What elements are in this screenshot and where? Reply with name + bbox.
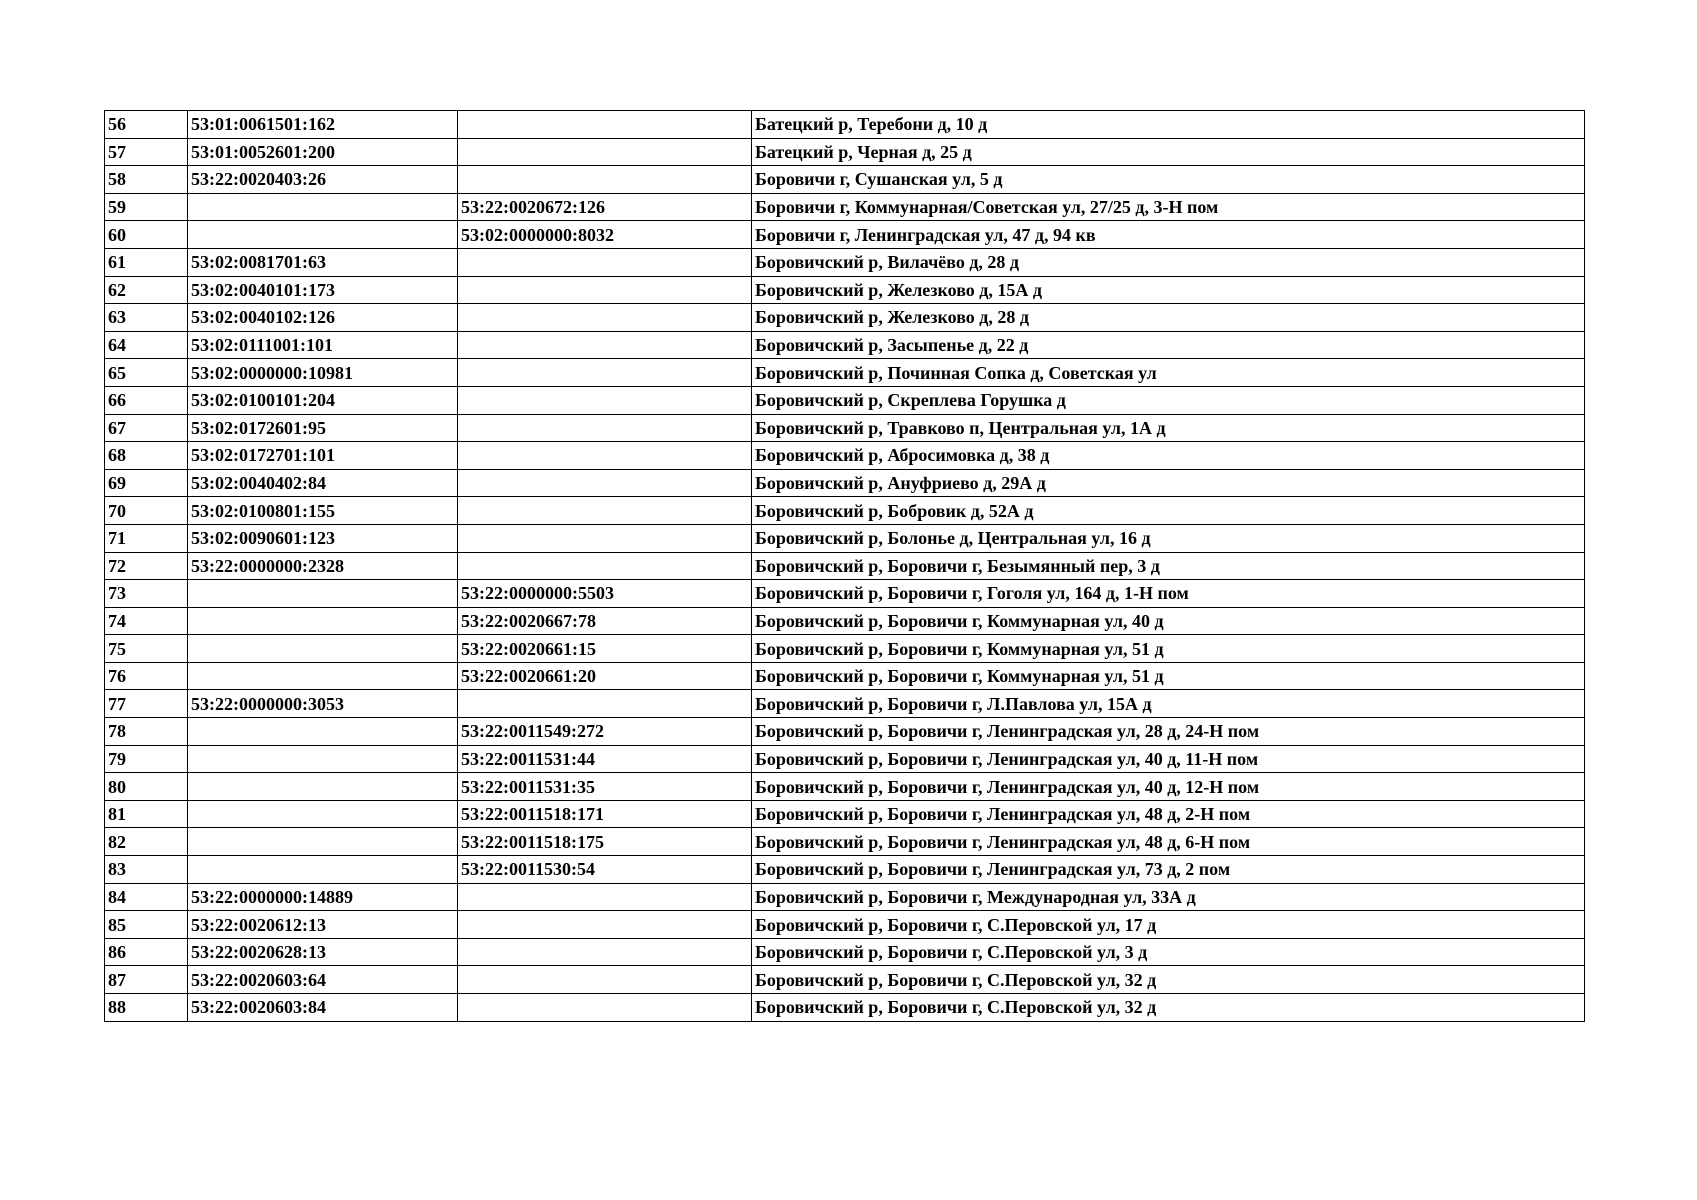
land-cadastral-number-cell: 53:02:0081701:63 (188, 248, 458, 276)
table-row (105, 221, 1585, 249)
row-number-cell: 71 (105, 524, 188, 552)
row-number-cell: 62 (105, 276, 188, 304)
row-number-cell: 87 (105, 966, 188, 994)
address-cell: Боровичи г, Сушанская ул, 5 д (752, 166, 1585, 194)
land-cadastral-number-cell: 53:02:0172701:101 (188, 442, 458, 470)
table-row (105, 414, 1585, 442)
object-cadastral-number-cell: 53:22:0011549:272 (458, 718, 752, 746)
object-cadastral-number-cell (458, 497, 752, 525)
land-cadastral-number-cell: 53:22:0020603:64 (188, 966, 458, 994)
table-row (105, 911, 1585, 939)
address-cell: Боровичский р, Боровичи г, Ленинградская ул, 48 д, 2-Н пом (752, 800, 1585, 828)
table-row (105, 138, 1585, 166)
land-cadastral-number-cell (188, 635, 458, 663)
land-cadastral-number-cell: 53:22:0000000:14889 (188, 883, 458, 911)
address-cell: Боровичский р, Боровичи г, Гоголя ул, 164 д, 1-Н пом (752, 580, 1585, 608)
table-row (105, 469, 1585, 497)
table-row (105, 690, 1585, 718)
object-cadastral-number-cell (458, 911, 752, 939)
address-cell: Боровичский р, Железково д, 28 д (752, 304, 1585, 332)
table-row (105, 193, 1585, 221)
address-cell: Боровичи г, Коммунарная/Советская ул, 27/25 д, 3-Н пом (752, 193, 1585, 221)
table-row (105, 994, 1585, 1022)
address-cell: Боровичский р, Боровичи г, Международная ул, 33А д (752, 883, 1585, 911)
land-cadastral-number-cell: 53:22:0020403:26 (188, 166, 458, 194)
row-number-cell: 75 (105, 635, 188, 663)
table-row (105, 359, 1585, 387)
object-cadastral-number-cell: 53:22:0011531:35 (458, 773, 752, 801)
object-cadastral-number-cell: 53:22:0020672:126 (458, 193, 752, 221)
row-number-cell: 84 (105, 883, 188, 911)
table-row (105, 662, 1585, 690)
address-cell: Боровичский р, Засыпенье д, 22 д (752, 331, 1585, 359)
land-cadastral-number-cell: 53:22:0000000:2328 (188, 552, 458, 580)
address-cell: Боровичский р, Ануфриево д, 29А д (752, 469, 1585, 497)
land-cadastral-number-cell (188, 221, 458, 249)
row-number-cell: 88 (105, 994, 188, 1022)
land-cadastral-number-cell: 53:22:0020612:13 (188, 911, 458, 939)
object-cadastral-number-cell (458, 442, 752, 470)
land-cadastral-number-cell (188, 856, 458, 884)
object-cadastral-number-cell (458, 994, 752, 1022)
address-cell: Боровичский р, Боровичи г, Коммунарная ул, 51 д (752, 662, 1585, 690)
land-cadastral-number-cell: 53:02:0090601:123 (188, 524, 458, 552)
address-cell: Боровичский р, Боровичи г, Коммунарная ул, 51 д (752, 635, 1585, 663)
object-cadastral-number-cell: 53:22:0011518:171 (458, 800, 752, 828)
table-row (105, 607, 1585, 635)
land-cadastral-number-cell (188, 745, 458, 773)
property-registry-table (104, 110, 1585, 1022)
table-row (105, 773, 1585, 801)
address-cell: Боровичский р, Железково д, 15А д (752, 276, 1585, 304)
object-cadastral-number-cell (458, 331, 752, 359)
row-number-cell: 64 (105, 331, 188, 359)
row-number-cell: 56 (105, 111, 188, 139)
row-number-cell: 59 (105, 193, 188, 221)
land-cadastral-number-cell: 53:01:0052601:200 (188, 138, 458, 166)
land-cadastral-number-cell (188, 718, 458, 746)
row-number-cell: 76 (105, 662, 188, 690)
row-number-cell: 86 (105, 938, 188, 966)
object-cadastral-number-cell: 53:22:0011531:44 (458, 745, 752, 773)
table-row (105, 938, 1585, 966)
row-number-cell: 69 (105, 469, 188, 497)
land-cadastral-number-cell: 53:02:0040101:173 (188, 276, 458, 304)
land-cadastral-number-cell (188, 580, 458, 608)
table-row (105, 552, 1585, 580)
table-row (105, 331, 1585, 359)
address-cell: Боровичский р, Абросимовка д, 38 д (752, 442, 1585, 470)
land-cadastral-number-cell (188, 800, 458, 828)
row-number-cell: 66 (105, 386, 188, 414)
address-cell: Боровичский р, Боровичи г, Ленинградская ул, 48 д, 6-Н пом (752, 828, 1585, 856)
object-cadastral-number-cell (458, 883, 752, 911)
row-number-cell: 78 (105, 718, 188, 746)
table-row (105, 248, 1585, 276)
object-cadastral-number-cell (458, 276, 752, 304)
land-cadastral-number-cell: 53:02:0040102:126 (188, 304, 458, 332)
object-cadastral-number-cell (458, 552, 752, 580)
table-row (105, 883, 1585, 911)
table-row (105, 745, 1585, 773)
land-cadastral-number-cell: 53:22:0020603:84 (188, 994, 458, 1022)
address-cell: Боровичский р, Травково п, Центральная ул, 1А д (752, 414, 1585, 442)
object-cadastral-number-cell (458, 938, 752, 966)
row-number-cell: 57 (105, 138, 188, 166)
land-cadastral-number-cell: 53:02:0172601:95 (188, 414, 458, 442)
table-row (105, 111, 1585, 139)
table-row (105, 800, 1585, 828)
land-cadastral-number-cell: 53:22:0020628:13 (188, 938, 458, 966)
table-row (105, 442, 1585, 470)
row-number-cell: 81 (105, 800, 188, 828)
object-cadastral-number-cell: 53:22:0011518:175 (458, 828, 752, 856)
table-row (105, 718, 1585, 746)
table-row (105, 497, 1585, 525)
row-number-cell: 58 (105, 166, 188, 194)
row-number-cell: 85 (105, 911, 188, 939)
row-number-cell: 65 (105, 359, 188, 387)
address-cell: Батецкий р, Черная д, 25 д (752, 138, 1585, 166)
object-cadastral-number-cell (458, 469, 752, 497)
land-cadastral-number-cell (188, 773, 458, 801)
address-cell: Боровичский р, Боровичи г, Ленинградская ул, 28 д, 24-Н пом (752, 718, 1585, 746)
object-cadastral-number-cell (458, 304, 752, 332)
address-cell: Боровичский р, Починная Сопка д, Советская ул (752, 359, 1585, 387)
address-cell: Боровичский р, Болонье д, Центральная ул, 16 д (752, 524, 1585, 552)
object-cadastral-number-cell: 53:02:0000000:8032 (458, 221, 752, 249)
table-row (105, 166, 1585, 194)
address-cell: Боровичский р, Вилачёво д, 28 д (752, 248, 1585, 276)
land-cadastral-number-cell: 53:02:0100101:204 (188, 386, 458, 414)
row-number-cell: 70 (105, 497, 188, 525)
object-cadastral-number-cell (458, 414, 752, 442)
table-row (105, 524, 1585, 552)
object-cadastral-number-cell: 53:22:0011530:54 (458, 856, 752, 884)
object-cadastral-number-cell (458, 248, 752, 276)
address-cell: Боровичи г, Ленинградская ул, 47 д, 94 кв (752, 221, 1585, 249)
row-number-cell: 82 (105, 828, 188, 856)
address-cell: Боровичский р, Боровичи г, Л.Павлова ул, 15А д (752, 690, 1585, 718)
land-cadastral-number-cell: 53:02:0100801:155 (188, 497, 458, 525)
row-number-cell: 67 (105, 414, 188, 442)
address-cell: Боровичский р, Боровичи г, Безымянный пер, 3 д (752, 552, 1585, 580)
registry-table-body (105, 111, 1585, 1022)
row-number-cell: 63 (105, 304, 188, 332)
object-cadastral-number-cell: 53:22:0020661:20 (458, 662, 752, 690)
table-row (105, 304, 1585, 332)
row-number-cell: 68 (105, 442, 188, 470)
land-cadastral-number-cell: 53:02:0000000:10981 (188, 359, 458, 387)
object-cadastral-number-cell (458, 359, 752, 387)
land-cadastral-number-cell (188, 662, 458, 690)
address-cell: Боровичский р, Боровичи г, Ленинградская ул, 73 д, 2 пом (752, 856, 1585, 884)
row-number-cell: 79 (105, 745, 188, 773)
row-number-cell: 83 (105, 856, 188, 884)
object-cadastral-number-cell (458, 138, 752, 166)
row-number-cell: 73 (105, 580, 188, 608)
address-cell: Боровичский р, Скреплева Горушка д (752, 386, 1585, 414)
row-number-cell: 77 (105, 690, 188, 718)
address-cell: Боровичский р, Бобровик д, 52А д (752, 497, 1585, 525)
address-cell: Боровичский р, Боровичи г, С.Перовской ул, 32 д (752, 966, 1585, 994)
object-cadastral-number-cell: 53:22:0000000:5503 (458, 580, 752, 608)
table-row (105, 580, 1585, 608)
row-number-cell: 80 (105, 773, 188, 801)
row-number-cell: 74 (105, 607, 188, 635)
address-cell: Боровичский р, Боровичи г, Ленинградская ул, 40 д, 12-Н пом (752, 773, 1585, 801)
object-cadastral-number-cell: 53:22:0020667:78 (458, 607, 752, 635)
table-row (105, 276, 1585, 304)
object-cadastral-number-cell (458, 966, 752, 994)
row-number-cell: 72 (105, 552, 188, 580)
row-number-cell: 60 (105, 221, 188, 249)
table-row (105, 856, 1585, 884)
table-row (105, 828, 1585, 856)
land-cadastral-number-cell: 53:01:0061501:162 (188, 111, 458, 139)
address-cell: Боровичский р, Боровичи г, С.Перовской ул, 3 д (752, 938, 1585, 966)
land-cadastral-number-cell (188, 828, 458, 856)
land-cadastral-number-cell: 53:02:0040402:84 (188, 469, 458, 497)
address-cell: Боровичский р, Боровичи г, С.Перовской ул, 17 д (752, 911, 1585, 939)
address-cell: Боровичский р, Боровичи г, Коммунарная ул, 40 д (752, 607, 1585, 635)
object-cadastral-number-cell (458, 524, 752, 552)
object-cadastral-number-cell: 53:22:0020661:15 (458, 635, 752, 663)
object-cadastral-number-cell (458, 111, 752, 139)
address-cell: Боровичский р, Боровичи г, С.Перовской ул, 32 д (752, 994, 1585, 1022)
object-cadastral-number-cell (458, 386, 752, 414)
address-cell: Батецкий р, Теребони д, 10 д (752, 111, 1585, 139)
object-cadastral-number-cell (458, 166, 752, 194)
table-row (105, 635, 1585, 663)
land-cadastral-number-cell: 53:02:0111001:101 (188, 331, 458, 359)
table-row (105, 966, 1585, 994)
land-cadastral-number-cell (188, 607, 458, 635)
land-cadastral-number-cell: 53:22:0000000:3053 (188, 690, 458, 718)
table-row (105, 386, 1585, 414)
object-cadastral-number-cell (458, 690, 752, 718)
address-cell: Боровичский р, Боровичи г, Ленинградская ул, 40 д, 11-Н пом (752, 745, 1585, 773)
row-number-cell: 61 (105, 248, 188, 276)
land-cadastral-number-cell (188, 193, 458, 221)
